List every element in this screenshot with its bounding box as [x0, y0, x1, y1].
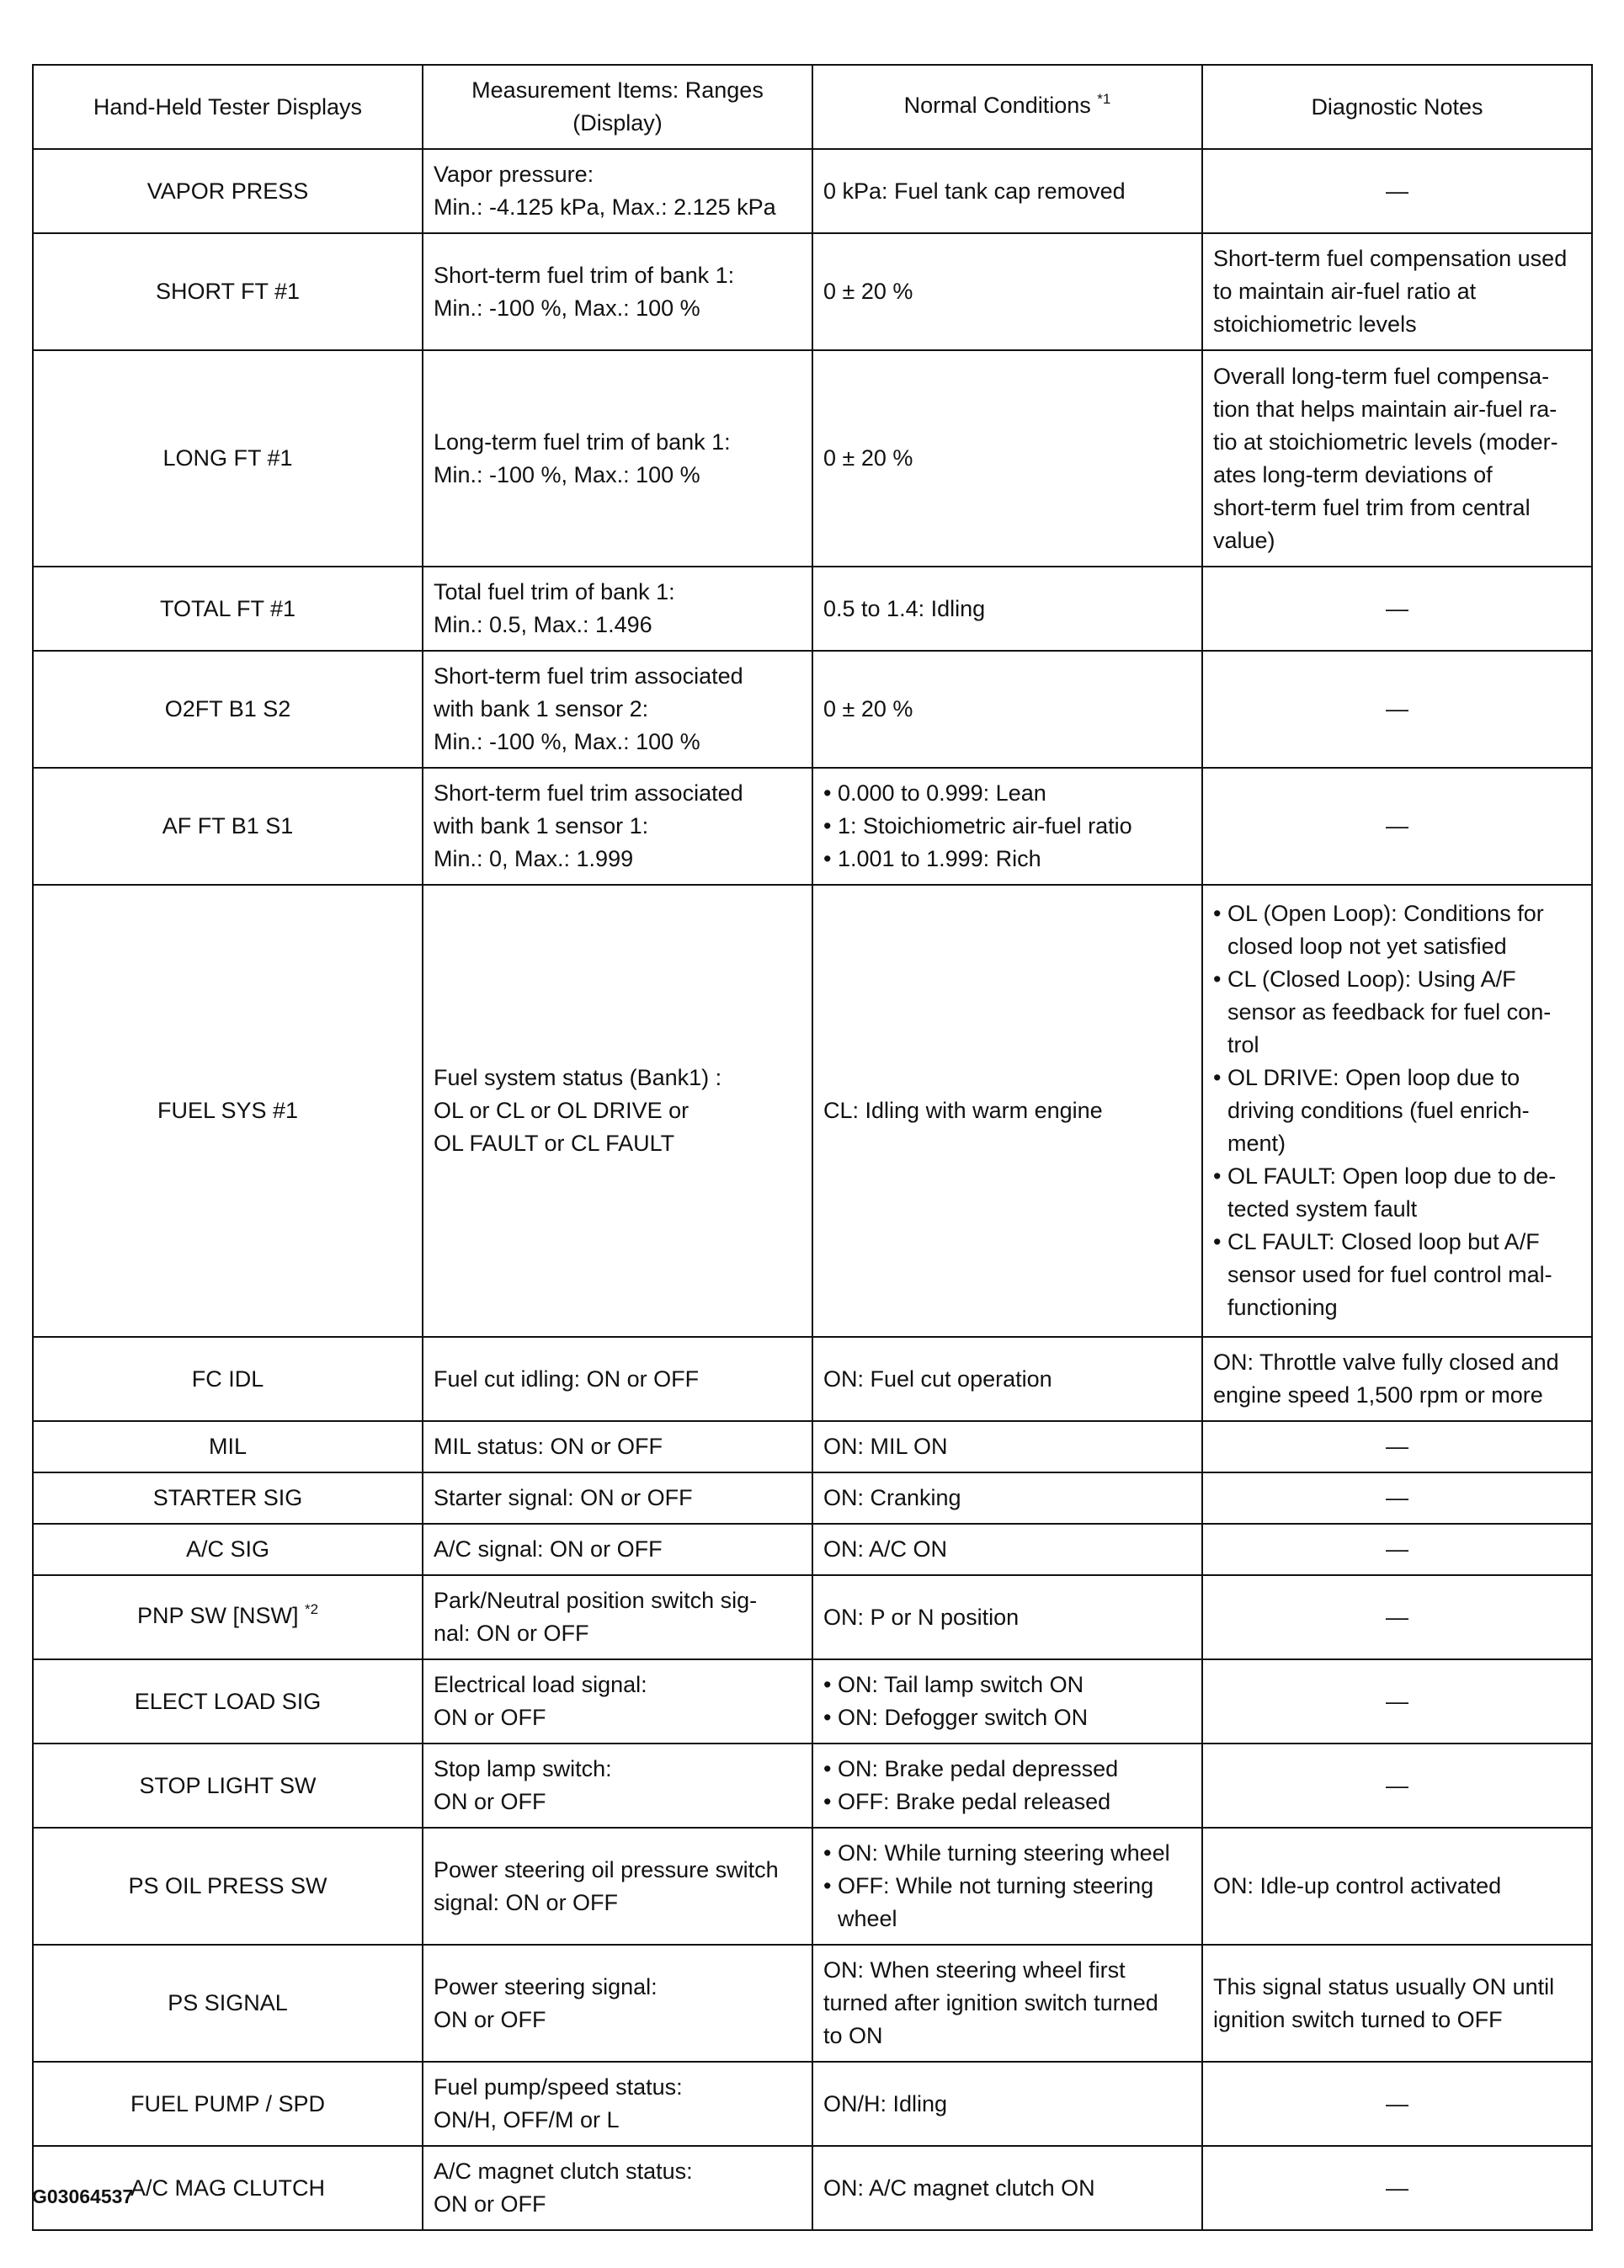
display-text: O2FT B1 S2: [164, 696, 291, 721]
cell-display: [33, 1659, 423, 1744]
notes-text: —: [1386, 1772, 1408, 1798]
normal-text: CL: Idling with warm engine: [823, 1098, 1103, 1123]
cell-diagnostic-notes: [1202, 1337, 1592, 1421]
display-text: FUEL PUMP / SPD: [130, 2090, 326, 2116]
measurement-text: Stop lamp switch: ON or OFF: [434, 1756, 612, 1814]
cell-measurement-items: [423, 2062, 812, 2146]
cell-display: [33, 885, 423, 1337]
table-row: [33, 1337, 1592, 1421]
cell-normal-conditions: [812, 233, 1202, 350]
measurement-text: Long-term fuel trim of bank 1: Min.: -100 %, Max.: 100 %: [434, 429, 731, 487]
measurement-text: MIL status: ON or OFF: [434, 1434, 663, 1459]
cell-measurement-items: [423, 149, 812, 233]
bullet-icon: •: [823, 813, 832, 839]
table-row: [33, 885, 1592, 1337]
notes-text: —: [1386, 1604, 1408, 1630]
measurement-text: Park/Neutral position switch sig- nal: ON or OFF: [434, 1588, 758, 1646]
normal-text: ON: Cranking: [823, 1485, 961, 1510]
notes-text: ON: Idle-up control activated: [1213, 1873, 1502, 1898]
cell-normal-conditions: [812, 567, 1202, 651]
header-display: Hand-Held Tester Displays: [33, 65, 423, 149]
cell-display: [33, 1524, 423, 1575]
cell-diagnostic-notes: [1202, 2062, 1592, 2146]
cell-normal-conditions: [812, 1828, 1202, 1945]
display-footnote: *2: [304, 1601, 319, 1617]
measurement-text: Power steering oil pressure switch signal: ON or OFF: [434, 1856, 779, 1915]
normal-bullet-item: [823, 1870, 1191, 1935]
normal-text: ON: A/C magnet clutch ON: [823, 2175, 1095, 2201]
cell-normal-conditions: [812, 1524, 1202, 1575]
header-items: Measurement Items: Ranges (Display): [423, 65, 812, 149]
bullet-icon: •: [823, 1789, 832, 1814]
notes-text: ON: Throttle valve fully closed and engine speed 1,500 rpm or more: [1213, 1350, 1559, 1408]
normal-text: 1.001 to 1.999: Rich: [838, 846, 1041, 871]
normal-text: ON: Tail lamp switch ON: [838, 1672, 1084, 1697]
notes-text: —: [1386, 1536, 1408, 1562]
cell-display: [33, 1421, 423, 1472]
measurement-text: Fuel cut idling: ON or OFF: [434, 1366, 700, 1392]
table-row: [33, 1828, 1592, 1945]
cell-measurement-items: [423, 651, 812, 768]
cell-diagnostic-notes: [1202, 768, 1592, 885]
normal-bullet-item: [823, 1669, 1191, 1701]
table-body: [33, 149, 1592, 2230]
cell-normal-conditions: [812, 651, 1202, 768]
cell-normal-conditions: [812, 1744, 1202, 1828]
measurement-text: Fuel pump/speed status: ON/H, OFF/M or L: [434, 2074, 683, 2132]
cell-display: [33, 350, 423, 567]
cell-diagnostic-notes: [1202, 1472, 1592, 1524]
notes-text: —: [1386, 696, 1408, 721]
normal-text: ON: Defogger switch ON: [838, 1705, 1089, 1730]
measurement-text: Total fuel trim of bank 1: Min.: 0.5, Max.: 1.496: [434, 579, 675, 637]
notes-bullet-item: [1213, 1062, 1581, 1160]
display-text: STARTER SIG: [152, 1485, 303, 1510]
header-notes: Diagnostic Notes: [1202, 65, 1592, 149]
table-row: [33, 2062, 1592, 2146]
normal-text: 0.5 to 1.4: Idling: [823, 595, 986, 621]
bullet-icon: •: [1213, 966, 1222, 992]
cell-measurement-items: [423, 1945, 812, 2062]
cell-normal-conditions: [812, 350, 1202, 567]
normal-bullet-item: [823, 1786, 1191, 1818]
cell-normal-conditions: [812, 1945, 1202, 2062]
cell-normal-conditions: [812, 768, 1202, 885]
measurement-text: Short-term fuel trim associated with bank 1 sensor 2: Min.: -100 %, Max.: 100 %: [434, 663, 743, 754]
notes-text: CL (Closed Loop): Using A/F sensor as feedback for fuel con- trol: [1227, 966, 1552, 1057]
cell-diagnostic-notes: [1202, 1659, 1592, 1744]
display-text: STOP LIGHT SW: [139, 1772, 317, 1798]
notes-text: OL (Open Loop): Conditions for closed loop not yet satisfied: [1227, 901, 1544, 959]
table-row: [33, 149, 1592, 233]
display-text: VAPOR PRESS: [146, 178, 309, 204]
cell-diagnostic-notes: [1202, 2146, 1592, 2230]
bullet-icon: •: [823, 846, 832, 871]
cell-normal-conditions: [812, 2062, 1202, 2146]
cell-diagnostic-notes: [1202, 567, 1592, 651]
header-normal-footnote: *1: [1097, 91, 1111, 107]
display-text: MIL: [208, 1434, 247, 1459]
cell-measurement-items: [423, 1337, 812, 1421]
bullet-icon: •: [823, 1873, 832, 1898]
measurement-text: Electrical load signal: ON or OFF: [434, 1672, 647, 1730]
normal-text: OFF: Brake pedal released: [838, 1789, 1111, 1814]
cell-diagnostic-notes: [1202, 1575, 1592, 1659]
notes-bullet-item: [1213, 1226, 1581, 1324]
cell-measurement-items: [423, 1421, 812, 1472]
notes-bullet-item: [1213, 963, 1581, 1062]
notes-text: CL FAULT: Closed loop but A/F sensor used for fuel control mal- functioning: [1227, 1229, 1552, 1320]
cell-diagnostic-notes: [1202, 1945, 1592, 2062]
cell-normal-conditions: [812, 2146, 1202, 2230]
cell-normal-conditions: [812, 885, 1202, 1337]
cell-measurement-items: [423, 567, 812, 651]
cell-display: [33, 149, 423, 233]
display-text: A/C MAG CLUTCH: [130, 2175, 326, 2201]
normal-bullet-item: [823, 810, 1191, 843]
measurement-text: A/C signal: ON or OFF: [434, 1536, 663, 1562]
measurement-text: Short-term fuel trim associated with bank 1 sensor 1: Min.: 0, Max.: 1.999: [434, 780, 743, 871]
notes-text: —: [1386, 813, 1408, 839]
cell-normal-conditions: [812, 1659, 1202, 1744]
normal-bullet-item: [823, 1837, 1191, 1870]
display-text: SHORT FT #1: [155, 279, 301, 304]
cell-display: [33, 233, 423, 350]
measurement-text: A/C magnet clutch status: ON or OFF: [434, 2159, 693, 2217]
cell-diagnostic-notes: [1202, 1524, 1592, 1575]
cell-display: [33, 1575, 423, 1659]
cell-normal-conditions: [812, 149, 1202, 233]
normal-text: 0 ± 20 %: [823, 445, 913, 471]
cell-display: [33, 2062, 423, 2146]
header-normal: Normal Conditions $^{*1}$: [812, 65, 1202, 149]
cell-diagnostic-notes: [1202, 1828, 1592, 1945]
display-text: PS OIL PRESS SW: [128, 1873, 327, 1898]
display-text: AF FT B1 S1: [162, 813, 294, 839]
cell-diagnostic-notes: [1202, 149, 1592, 233]
notes-bullet-item: [1213, 1160, 1581, 1226]
normal-text: 0.000 to 0.999: Lean: [838, 780, 1046, 806]
display-text: LONG FT #1: [162, 445, 293, 471]
bullet-icon: •: [823, 1756, 832, 1781]
normal-bullet-item: [823, 843, 1191, 876]
diagnostic-data-table: [32, 64, 1593, 2231]
bullet-icon: •: [1213, 1065, 1222, 1090]
table-row: [33, 567, 1592, 651]
notes-text: —: [1386, 2090, 1408, 2116]
notes-text: OL FAULT: Open loop due to de- tected system fault: [1227, 1163, 1557, 1222]
cell-measurement-items: [423, 350, 812, 567]
figure-code: G03064537: [32, 2185, 134, 2207]
cell-measurement-items: [423, 768, 812, 885]
bullet-icon: •: [1213, 1163, 1222, 1189]
normal-text: ON: Brake pedal depressed: [838, 1756, 1119, 1781]
cell-measurement-items: [423, 1828, 812, 1945]
display-text: PNP SW [NSW]: [136, 1603, 299, 1628]
measurement-text: Starter signal: ON or OFF: [434, 1485, 693, 1510]
cell-display: [33, 1337, 423, 1421]
normal-text: 0 ± 20 %: [823, 279, 913, 304]
notes-bullet-item: [1213, 897, 1581, 963]
bullet-icon: •: [823, 1840, 832, 1866]
cell-measurement-items: [423, 1524, 812, 1575]
display-text: PS SIGNAL: [168, 1990, 288, 2015]
normal-text: ON: Fuel cut operation: [823, 1366, 1052, 1392]
measurement-text: Power steering signal: ON or OFF: [434, 1973, 658, 2032]
cell-display: [33, 1472, 423, 1524]
normal-text: ON/H: Idling: [823, 2090, 948, 2116]
normal-bullet-item: [823, 1701, 1191, 1734]
normal-text: 1: Stoichiometric air-fuel ratio: [838, 813, 1132, 839]
normal-text: ON: A/C ON: [823, 1536, 948, 1562]
cell-measurement-items: [423, 885, 812, 1337]
table-row: [33, 233, 1592, 350]
cell-normal-conditions: [812, 1337, 1202, 1421]
cell-display: [33, 1945, 423, 2062]
cell-measurement-items: [423, 233, 812, 350]
notes-text: Short-term fuel compensation used to maintain air-fuel ratio at stoichiometric levels: [1213, 246, 1568, 337]
normal-text: ON: While turning steering wheel: [838, 1840, 1170, 1866]
table-row: [33, 1945, 1592, 2062]
measurement-text: Fuel system status (Bank1) : OL or CL or OL DRIVE or OL FAULT or CL FAULT: [434, 1065, 722, 1156]
notes-text: —: [1386, 1434, 1408, 1459]
cell-display: [33, 768, 423, 885]
table-row: [33, 768, 1592, 885]
table-row: [33, 1472, 1592, 1524]
notes-text: —: [1386, 178, 1408, 204]
cell-display: [33, 1828, 423, 1945]
measurement-text: Vapor pressure: Min.: -4.125 kPa, Max.: 2.125 kPa: [434, 162, 776, 220]
table-row: [33, 1659, 1592, 1744]
cell-display: [33, 567, 423, 651]
cell-diagnostic-notes: [1202, 651, 1592, 768]
display-text: FC IDL: [191, 1366, 264, 1392]
table-row: [33, 1575, 1592, 1659]
bullet-icon: •: [823, 1705, 832, 1730]
table-row: [33, 651, 1592, 768]
cell-measurement-items: [423, 1472, 812, 1524]
normal-text: ON: When steering wheel first turned after ignition switch turned to ON: [823, 1957, 1158, 2048]
notes-text: —: [1386, 1485, 1408, 1510]
display-text: TOTAL FT #1: [159, 595, 296, 621]
cell-normal-conditions: [812, 1421, 1202, 1472]
normal-text: 0 kPa: Fuel tank cap removed: [823, 178, 1126, 204]
cell-diagnostic-notes: [1202, 233, 1592, 350]
notes-text: —: [1386, 1688, 1408, 1714]
normal-text: OFF: While not turning steering wheel: [838, 1873, 1154, 1931]
display-text: FUEL SYS #1: [157, 1098, 299, 1123]
notes-text: Overall long-term fuel compensa- tion that helps maintain air-fuel ra- tio at stoichiometric levels (moder- ates long-term deviations of short-term fuel trim from central value): [1213, 363, 1558, 553]
bullet-icon: •: [823, 780, 832, 806]
table-header-row: [33, 65, 1592, 149]
cell-diagnostic-notes: [1202, 885, 1592, 1337]
normal-bullet-item: [823, 777, 1191, 810]
normal-bullet-item: [823, 1753, 1191, 1786]
table-row: [33, 1421, 1592, 1472]
cell-measurement-items: [423, 2146, 812, 2230]
cell-normal-conditions: [812, 1472, 1202, 1524]
display-text: A/C SIG: [185, 1536, 270, 1562]
bullet-icon: •: [1213, 901, 1222, 926]
bullet-icon: •: [823, 1672, 832, 1697]
cell-measurement-items: [423, 1744, 812, 1828]
cell-diagnostic-notes: [1202, 1421, 1592, 1472]
notes-text: This signal status usually ON until ignition switch turned to OFF: [1213, 1973, 1555, 2032]
table-row: [33, 350, 1592, 567]
notes-text: OL DRIVE: Open loop due to driving conditions (fuel enrich- ment): [1227, 1065, 1530, 1156]
cell-display: [33, 651, 423, 768]
notes-text: —: [1386, 595, 1408, 621]
bullet-icon: •: [1213, 1229, 1222, 1254]
display-text: ELECT LOAD SIG: [134, 1688, 322, 1714]
table-row: [33, 2146, 1592, 2230]
cell-diagnostic-notes: [1202, 350, 1592, 567]
cell-display: [33, 1744, 423, 1828]
table-row: [33, 1524, 1592, 1575]
normal-text: ON: P or N position: [823, 1604, 1020, 1630]
table-row: [33, 1744, 1592, 1828]
cell-diagnostic-notes: [1202, 1744, 1592, 1828]
measurement-text: Short-term fuel trim of bank 1: Min.: -100 %, Max.: 100 %: [434, 262, 735, 321]
cell-measurement-items: [423, 1659, 812, 1744]
cell-measurement-items: [423, 1575, 812, 1659]
normal-text: ON: MIL ON: [823, 1434, 948, 1459]
notes-text: —: [1386, 2175, 1408, 2201]
normal-text: 0 ± 20 %: [823, 696, 913, 721]
cell-normal-conditions: [812, 1575, 1202, 1659]
